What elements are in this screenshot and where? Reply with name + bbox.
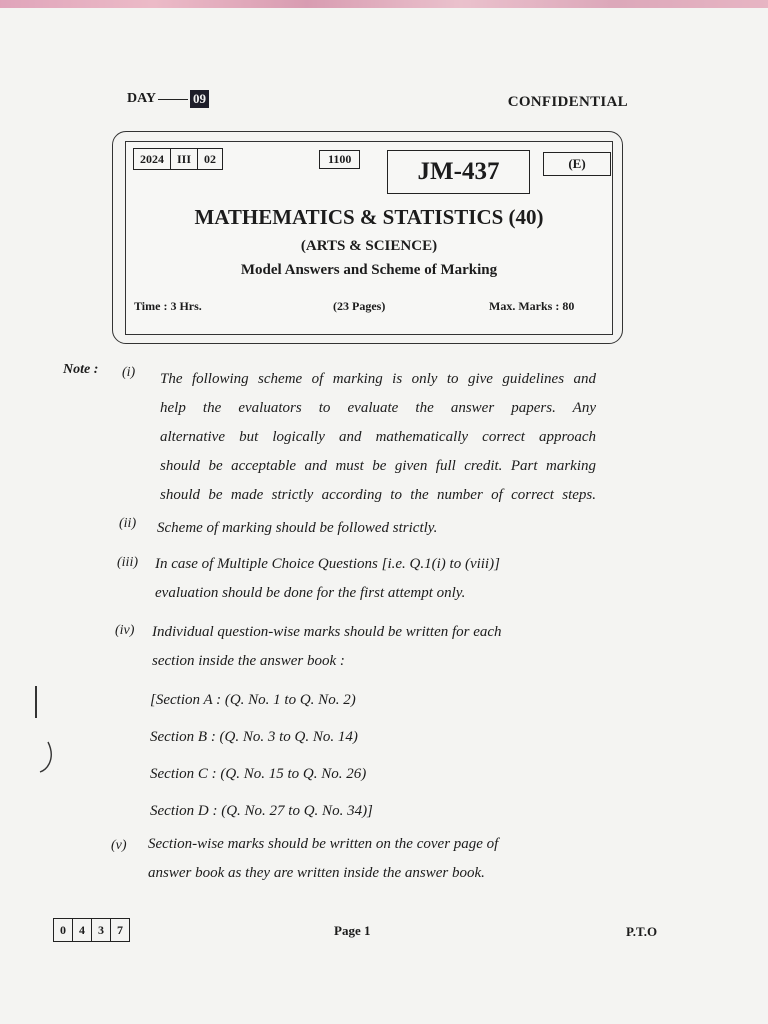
page-code-digit: 0 [54,919,73,941]
document-subtitle: Model Answers and Scheme of Marking [240,262,498,278]
page-code-digit: 4 [73,919,92,941]
page-number: Page 1 [334,923,371,938]
day-marker [127,90,209,108]
note-line: answer book as they are written inside the answer book. [148,865,485,881]
exam-code-year: 2024 [134,149,171,169]
section-item: Section D : (Q. No. 27 to Q. No. 34)] [150,803,373,819]
serial-number-box: 1100 [319,150,360,169]
page-code-digit: 3 [92,919,111,941]
note-line: The following scheme of marking is only to give guidelines and [160,371,596,387]
paper-code: JM-437 [387,150,530,194]
note-line: Scheme of marking should be followed strictly. [157,520,438,536]
page-code-box [53,918,130,942]
note-line: help the evaluators to evaluate the answer papers. Any [160,400,596,416]
note-item-number: (iii) [117,555,138,570]
note-line: should be acceptable and must be given full credit. Part marking [160,458,596,474]
note-line: Section-wise marks should be written on the cover page of [148,836,499,852]
margin-pen-mark [38,740,58,776]
stream-title: (ARTS & SCIENCE) [300,238,438,254]
note-line: section inside the answer book : [152,653,345,669]
paper-top-edge [0,0,768,8]
note-line: In case of Multiple Choice Questions [i.e. Q.1(i) to (viii)] [155,556,500,572]
note-label: Note : [63,362,99,377]
note-line: alternative but logically and mathematically correct approach [160,429,596,445]
section-list [150,682,373,830]
time-label: Time : 3 Hrs. [134,299,202,313]
note-line: Individual question-wise marks should be written for each [152,624,502,640]
note-item-text [160,365,596,510]
confidential-label: CONFIDENTIAL [507,94,628,110]
note-item-text [148,830,590,888]
note-item-number: (iv) [115,623,135,638]
exam-code-box [133,148,223,170]
section-item: [Section A : (Q. No. 1 to Q. No. 2) [150,692,356,708]
section-item: Section B : (Q. No. 3 to Q. No. 14) [150,729,358,745]
subject-title: MATHEMATICS & STATISTICS (40) [194,205,544,229]
exam-code-roman: III [171,149,198,169]
margin-pen-mark [35,686,37,718]
day-number: 09 [190,90,209,108]
note-line: evaluation should be done for the first attempt only. [155,585,466,601]
note-item-number: (ii) [119,516,137,531]
day-dash [158,99,188,100]
note-item-text [152,618,592,676]
exam-code-number: 02 [204,152,217,166]
day-label: DAY [127,91,157,106]
note-item-number: (v) [111,838,127,853]
pto-label: P.T.O [626,924,658,939]
medium-box: (E) [543,152,611,176]
section-item: Section C : (Q. No. 15 to Q. No. 26) [150,766,367,782]
note-line: should be made strictly according to the number of correct steps. [160,487,596,503]
page-code-digit: 7 [117,923,123,937]
note-item-number: (i) [122,365,136,380]
max-marks-label: Max. Marks : 80 [489,299,575,313]
pages-label: (23 Pages) [333,299,386,313]
note-item-text [155,550,591,608]
note-item-text [157,514,437,543]
